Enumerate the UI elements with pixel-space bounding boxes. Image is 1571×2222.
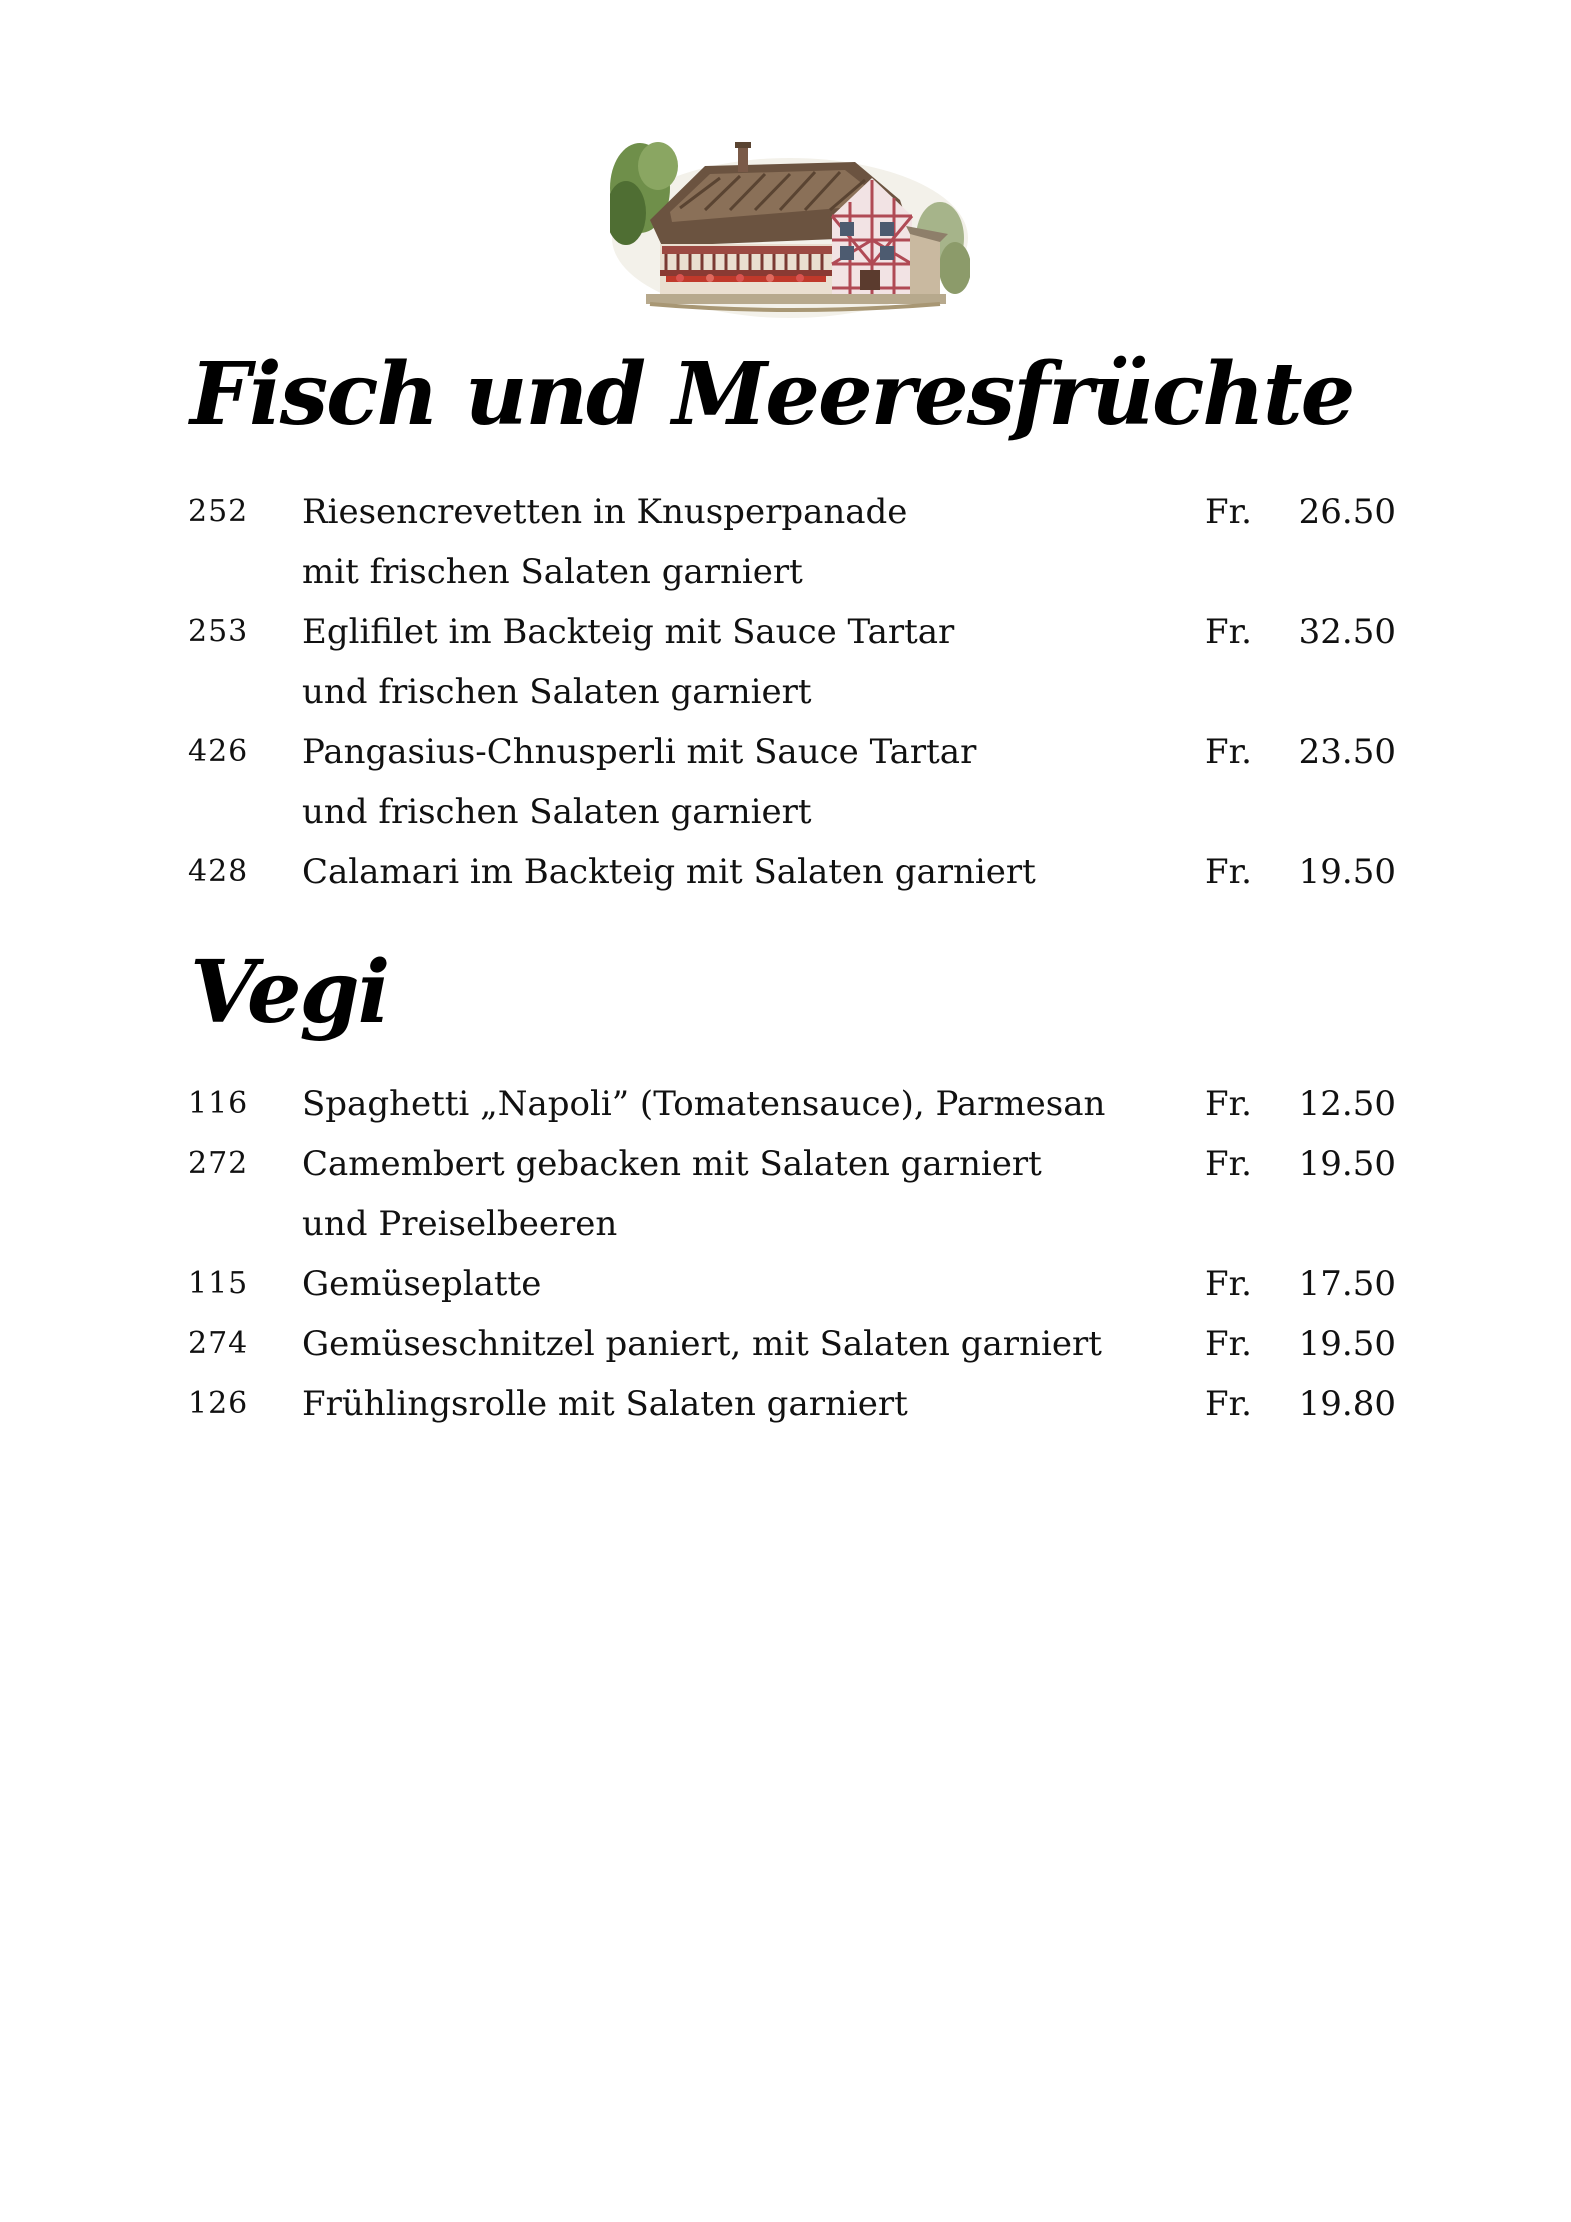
menu-item xyxy=(0,1254,1571,1314)
item-price: 19.80 xyxy=(1298,1384,1396,1424)
item-description: Gemüseplatte xyxy=(302,1264,542,1304)
item-price: 19.50 xyxy=(1298,852,1396,892)
menu-item xyxy=(0,842,1571,902)
item-price: 32.50 xyxy=(1298,612,1396,652)
section-title-fisch: Fisch und Meeresfrüchte xyxy=(190,344,1354,445)
menu-item xyxy=(0,1374,1571,1434)
menu-list-fisch xyxy=(0,482,1571,902)
item-description: Eglifilet im Backteig mit Sauce Tartar xyxy=(302,612,955,652)
menu-item xyxy=(0,1074,1571,1134)
item-description: Gemüseschnitzel paniert, mit Salaten garniert xyxy=(302,1324,1102,1364)
item-description-continued: und frischen Salaten garniert xyxy=(302,792,812,832)
item-currency: Fr. xyxy=(1205,1264,1252,1304)
item-currency: Fr. xyxy=(1205,1144,1252,1184)
menu-item xyxy=(0,722,1571,842)
item-number: 253 xyxy=(188,614,249,649)
item-currency: Fr. xyxy=(1205,1324,1252,1364)
item-number: 428 xyxy=(188,854,249,889)
item-number: 252 xyxy=(188,494,249,529)
section-title-vegi: Vegi xyxy=(190,942,389,1043)
item-currency: Fr. xyxy=(1205,612,1252,652)
item-number: 126 xyxy=(188,1386,249,1421)
item-description: Riesencrevetten in Knusperpanade xyxy=(302,492,908,532)
menu-item xyxy=(0,1134,1571,1254)
item-description-continued: und Preiselbeeren xyxy=(302,1204,618,1244)
menu-item xyxy=(0,482,1571,602)
item-currency: Fr. xyxy=(1205,1384,1252,1424)
item-number: 426 xyxy=(188,734,249,769)
item-description-continued: mit frischen Salaten garniert xyxy=(302,552,803,592)
item-description: Camembert gebacken mit Salaten garniert xyxy=(302,1144,1042,1184)
item-description: Calamari im Backteig mit Salaten garniert xyxy=(302,852,1036,892)
item-currency: Fr. xyxy=(1205,852,1252,892)
menu-list-vegi xyxy=(0,1074,1571,1434)
item-description: Pangasius-Chnusperli mit Sauce Tartar xyxy=(302,732,977,772)
item-number: 272 xyxy=(188,1146,249,1181)
item-price: 23.50 xyxy=(1298,732,1396,772)
item-price: 12.50 xyxy=(1298,1084,1396,1124)
item-price: 26.50 xyxy=(1298,492,1396,532)
restaurant-house-logo xyxy=(610,118,970,318)
item-currency: Fr. xyxy=(1205,1084,1252,1124)
menu-item xyxy=(0,1314,1571,1374)
item-description: Frühlingsrolle mit Salaten garniert xyxy=(302,1384,908,1424)
item-price: 19.50 xyxy=(1298,1324,1396,1364)
item-number: 116 xyxy=(188,1086,249,1121)
item-price: 19.50 xyxy=(1298,1144,1396,1184)
item-currency: Fr. xyxy=(1205,732,1252,772)
item-number: 274 xyxy=(188,1326,249,1361)
item-price: 17.50 xyxy=(1298,1264,1396,1304)
item-description: Spaghetti „Napoli” (Tomatensauce), Parmesan xyxy=(302,1084,1106,1124)
item-number: 115 xyxy=(188,1266,249,1301)
menu-item xyxy=(0,602,1571,722)
item-currency: Fr. xyxy=(1205,492,1252,532)
item-description-continued: und frischen Salaten garniert xyxy=(302,672,812,712)
